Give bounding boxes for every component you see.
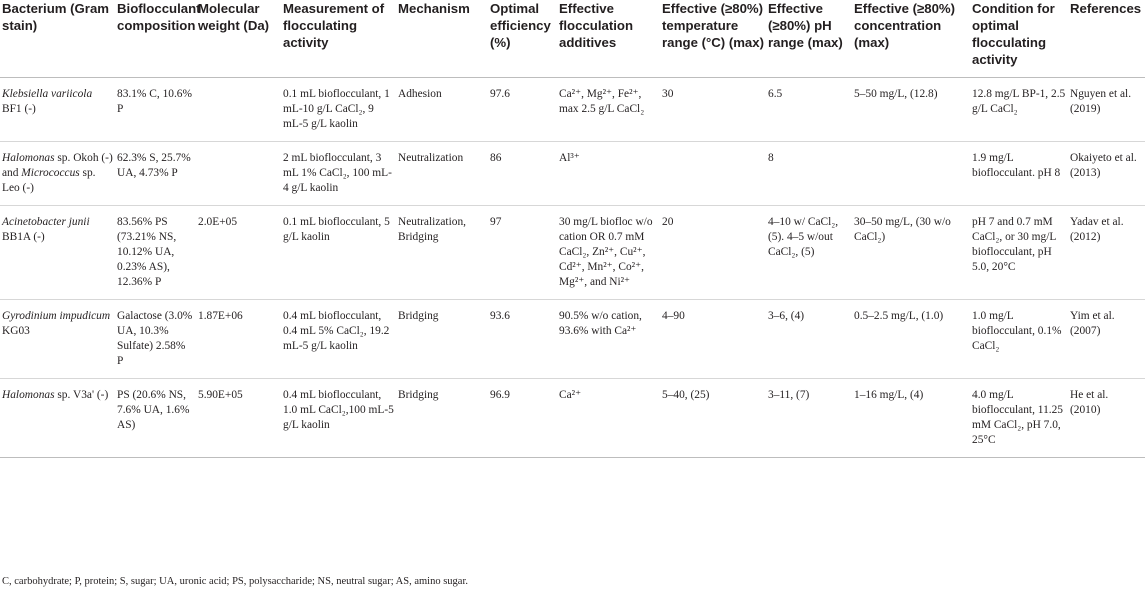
- cell-composition: PS (20.6% NS, 7.6% UA, 1.6% AS): [117, 379, 198, 458]
- cell-molecular-weight: [198, 78, 283, 142]
- cell-composition: 83.56% PS (73.21% NS, 10.12% UA, 0.23% AS), 12.36% P: [117, 206, 198, 300]
- cell-bacterium: Halomonas sp. V3a' (-): [0, 379, 117, 458]
- header-additives: Effective flocculation additives: [559, 0, 662, 78]
- cell-bacterium: Halomonas sp. Okoh (-) and Micrococcus sp. Leo (-): [0, 142, 117, 206]
- header-row: [0, 0, 1145, 78]
- cell-temperature: 30: [662, 78, 768, 142]
- cell-temperature: 20: [662, 206, 768, 300]
- cell-efficiency: 86: [490, 142, 559, 206]
- cell-ph: 6.5: [768, 78, 854, 142]
- header-ph: Effective (≥80%) pH range (max): [768, 0, 854, 78]
- cell-condition: pH 7 and 0.7 mM CaCl₂, or 30 mg/L bioflocculant, pH 5.0, 20°C: [972, 206, 1070, 300]
- cell-condition: 1.0 mg/L bioflocculant, 0.1% CaCl₂: [972, 300, 1070, 379]
- cell-ph: 3–11, (7): [768, 379, 854, 458]
- cell-mechanism: Neutralization: [398, 142, 490, 206]
- cell-reference: He et al. (2010): [1070, 379, 1145, 458]
- cell-composition: 83.1% C, 10.6% P: [117, 78, 198, 142]
- cell-composition: 62.3% S, 25.7% UA, 4.73% P: [117, 142, 198, 206]
- cell-efficiency: 97: [490, 206, 559, 300]
- table-row: [0, 206, 1145, 300]
- cell-mechanism: Bridging: [398, 300, 490, 379]
- cell-efficiency: 97.6: [490, 78, 559, 142]
- cell-measurement: 0.1 mL bioflocculant, 1 mL-10 g/L CaCl₂, 9 mL-5 g/L kaolin: [283, 78, 398, 142]
- header-condition: Condition for optimal flocculating activity: [972, 0, 1070, 78]
- cell-reference: Yadav et al. (2012): [1070, 206, 1145, 300]
- cell-condition: 1.9 mg/L bioflocculant. pH 8: [972, 142, 1070, 206]
- header-concentration: Effective (≥80%) concentration (max): [854, 0, 972, 78]
- cell-additives: Al³⁺: [559, 142, 662, 206]
- cell-additives: Ca²⁺: [559, 379, 662, 458]
- cell-concentration: [854, 142, 972, 206]
- cell-molecular-weight: 1.87E+06: [198, 300, 283, 379]
- cell-concentration: 30–50 mg/L, (30 w/o CaCl₂): [854, 206, 972, 300]
- header-molecular-weight: Molecular weight (Da): [198, 0, 283, 78]
- cell-bacterium: Gyrodinium impudicum KG03: [0, 300, 117, 379]
- cell-reference: Yim et al. (2007): [1070, 300, 1145, 379]
- cell-molecular-weight: 5.90E+05: [198, 379, 283, 458]
- cell-temperature: 5–40, (25): [662, 379, 768, 458]
- cell-reference: Okaiyeto et al. (2013): [1070, 142, 1145, 206]
- header-bacterium: Bacterium (Gram stain): [0, 0, 117, 78]
- cell-concentration: 5–50 mg/L, (12.8): [854, 78, 972, 142]
- table-footnote: C, carbohydrate; P, protein; S, sugar; UA, uronic acid; PS, polysaccharide; NS, neutral sugar; AS, amino sugar.: [2, 576, 469, 587]
- cell-reference: Nguyen et al. (2019): [1070, 78, 1145, 142]
- cell-concentration: 1–16 mg/L, (4): [854, 379, 972, 458]
- table-row: [0, 379, 1145, 458]
- cell-bacterium: Klebsiella variicola BF1 (-): [0, 78, 117, 142]
- cell-additives: Ca²⁺, Mg²⁺, Fe²⁺, max 2.5 g/L CaCl₂: [559, 78, 662, 142]
- cell-temperature: [662, 142, 768, 206]
- cell-concentration: 0.5–2.5 mg/L, (1.0): [854, 300, 972, 379]
- cell-mechanism: Bridging: [398, 379, 490, 458]
- table-row: [0, 300, 1145, 379]
- cell-efficiency: 93.6: [490, 300, 559, 379]
- cell-efficiency: 96.9: [490, 379, 559, 458]
- cell-measurement: 0.4 mL bioflocculant, 0.4 mL 5% CaCl₂, 19.2 mL-5 g/L kaolin: [283, 300, 398, 379]
- header-temperature: Effective (≥80%) temperature range (°C) (max): [662, 0, 768, 78]
- cell-molecular-weight: 2.0E+05: [198, 206, 283, 300]
- cell-measurement: 0.4 mL bioflocculant, 1.0 mL CaCl₂,100 mL-5 g/L kaolin: [283, 379, 398, 458]
- cell-ph: 8: [768, 142, 854, 206]
- cell-ph: 3–6, (4): [768, 300, 854, 379]
- cell-molecular-weight: [198, 142, 283, 206]
- cell-mechanism: Adhesion: [398, 78, 490, 142]
- header-references: References: [1070, 0, 1145, 78]
- cell-composition: Galactose (3.0% UA, 10.3% Sulfate) 2.58% P: [117, 300, 198, 379]
- header-efficiency: Optimal efficiency (%): [490, 0, 559, 78]
- cell-condition: 12.8 mg/L BP-1, 2.5 g/L CaCl₂: [972, 78, 1070, 142]
- cell-additives: 90.5% w/o cation, 93.6% with Ca²⁺: [559, 300, 662, 379]
- cell-ph: 4–10 w/ CaCl₂, (5). 4–5 w/out CaCl₂, (5): [768, 206, 854, 300]
- cell-measurement: 0.1 mL bioflocculant, 5 g/L kaolin: [283, 206, 398, 300]
- cell-mechanism: Neutralization, Bridging: [398, 206, 490, 300]
- header-measurement: Measurement of flocculating activity: [283, 0, 398, 78]
- header-mechanism: Mechanism: [398, 0, 490, 78]
- cell-temperature: 4–90: [662, 300, 768, 379]
- cell-additives: 30 mg/L biofloc w/o cation OR 0.7 mM CaCl₂, Zn²⁺, Cu²⁺, Cd²⁺, Mn²⁺, Co²⁺, Mg²⁺, and Ni²⁺: [559, 206, 662, 300]
- cell-measurement: 2 mL bioflocculant, 3 mL 1% CaCl₂, 100 mL-4 g/L kaolin: [283, 142, 398, 206]
- cell-condition: 4.0 mg/L bioflocculant, 11.25 mM CaCl₂, pH 7.0, 25°C: [972, 379, 1070, 458]
- table-row: [0, 78, 1145, 142]
- cell-bacterium: Acinetobacter junii BB1A (-): [0, 206, 117, 300]
- table-row: [0, 142, 1145, 206]
- header-composition: Bioflocculant composition: [117, 0, 198, 78]
